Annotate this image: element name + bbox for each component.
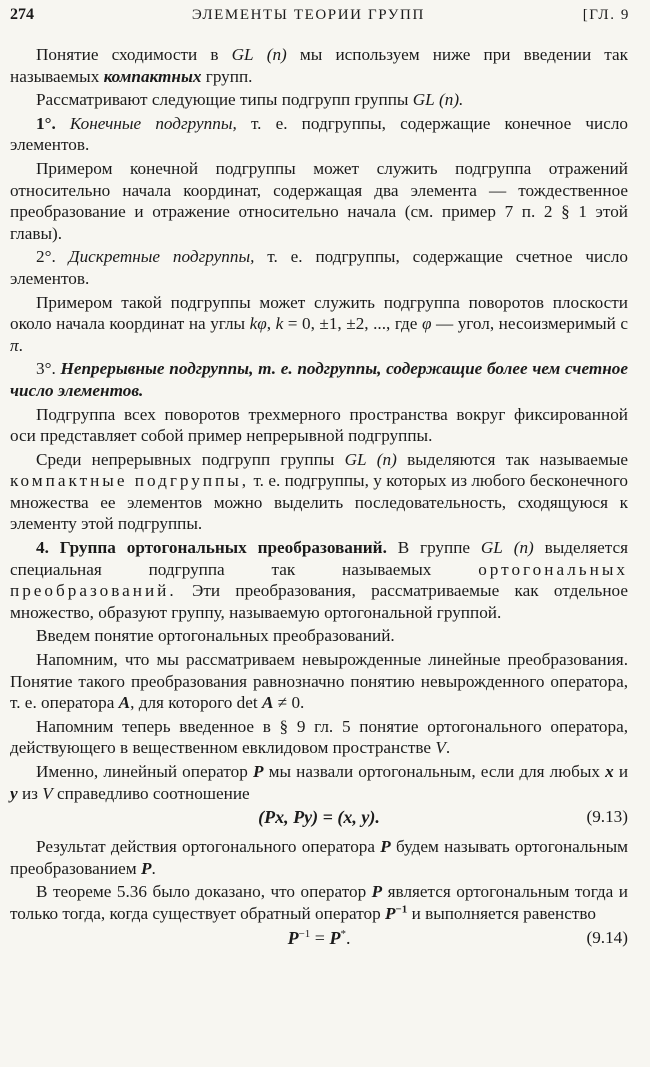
section-orthogonal-transformations: 4. Группа ортогональных преобразований. В группе GL (n) выделяется специальная подгруппа так называемых ортогональных преобразований. Эти преобразования, рассматриваемые как отдельное множество, образуют группу, называемую ортогональной группой. [10, 538, 629, 622]
equation-number: (9.13) [586, 807, 628, 827]
equation-formula: $P^{-1} = P^*$. [287, 927, 351, 948]
paragraph-compact-subgroups: Среди непрерывных подгрупп группы GL (n) выделяются так называемые компактные подгруппы, т. е. подгруппы, у которых из любого бесконечного множества ее элементов можно выделить последовательность, сходящуюся к элементу этой подгруппы. [10, 449, 628, 534]
equation-number: (9.14) [586, 927, 628, 947]
chapter-reference: [ГЛ. 9 [582, 6, 630, 23]
item-continuous-subgroups: 3°. Непрерывные подгруппы, т. е. подгруппы, содержащие более чем счетное число элементов. [10, 359, 628, 400]
paragraph-convergence: Понятие сходимости в GL (n) мы используем ниже при введении так называемых компактных групп. [10, 45, 628, 86]
paragraph-definition: Именно, линейный оператор P мы назвали ортогональным, если для любых x и y из V справедливо соотношение [10, 762, 629, 803]
paragraph-nondegenerate: Напомним, что мы рассматриваем невырожденные линейные преобразования. Понятие такого преобразования равнозначно понятию невырожденного оператора, т. е. оператора A, для которого det A ≠ 0. [10, 650, 628, 713]
paragraph-theorem-5-36: В теореме 5.36 было доказано, что оператор P является ортогональным тогда и только тогда, когда существует обратный оператор $P^{-1}$ и выполняется равенство [10, 882, 628, 923]
equation-9-13 [10, 806, 628, 830]
page-number: 274 [10, 6, 34, 23]
equation-formula: (Px, Py) = (x, y). [258, 807, 380, 828]
paragraph-discrete-example: Примером такой подгруппы может служить подгруппа поворотов плоскости около начала координат на углы kφ, k = 0, ±1, ±2, ..., где φ — угол, несоизмеримый с π. [10, 292, 628, 355]
section-heading: 4. Группа ортогональных преобразований. [36, 538, 387, 558]
paragraph-orthogonal-operator: Напомним теперь введенное в § 9 гл. 5 понятие ортогонального оператора, действующего в вещественном евклидовом пространстве V. [10, 716, 628, 758]
running-title: ЭЛЕМЕНТЫ ТЕОРИИ ГРУПП [191, 6, 425, 23]
paragraph-subgroup-types: Рассматривают следующие типы подгрупп группы GL (n). [36, 90, 464, 110]
paragraph-finite-example: Примером конечной подгруппы может служить подгруппа отражений относительно начала координат, содержащая два элемента — тождественное преобразование и отражение относительно начала (см. пример 7 п. 2 § 1 этой главы). [10, 158, 628, 243]
item-finite-subgroups: 1°. Конечные подгруппы, т. е. подгруппы, содержащие конечное число элементов. [10, 113, 628, 155]
paragraph-introduce-concept: Введем понятие ортогональных преобразований. [36, 626, 395, 646]
spaced-term-orthogonal: ортогональных преобразований. [10, 559, 628, 601]
equation-9-14 [10, 927, 628, 951]
paragraph-orthogonal-transformation: Результат действия ортогонального оператора P будем называть ортогональным преобразованием P. [10, 837, 628, 878]
spaced-term-compact: компактные подгруппы, [10, 471, 250, 491]
page-body [10, 44, 628, 957]
item-discrete-subgroups: 2°. Дискретные подгруппы, т. е. подгруппы, содержащие счетное число элементов. [10, 247, 628, 288]
paragraph-continuous-example: Подгруппа всех поворотов трехмерного пространства вокруг фиксированной оси представляет собой пример непрерывной подгруппы. [10, 404, 628, 446]
running-header [10, 2, 630, 28]
